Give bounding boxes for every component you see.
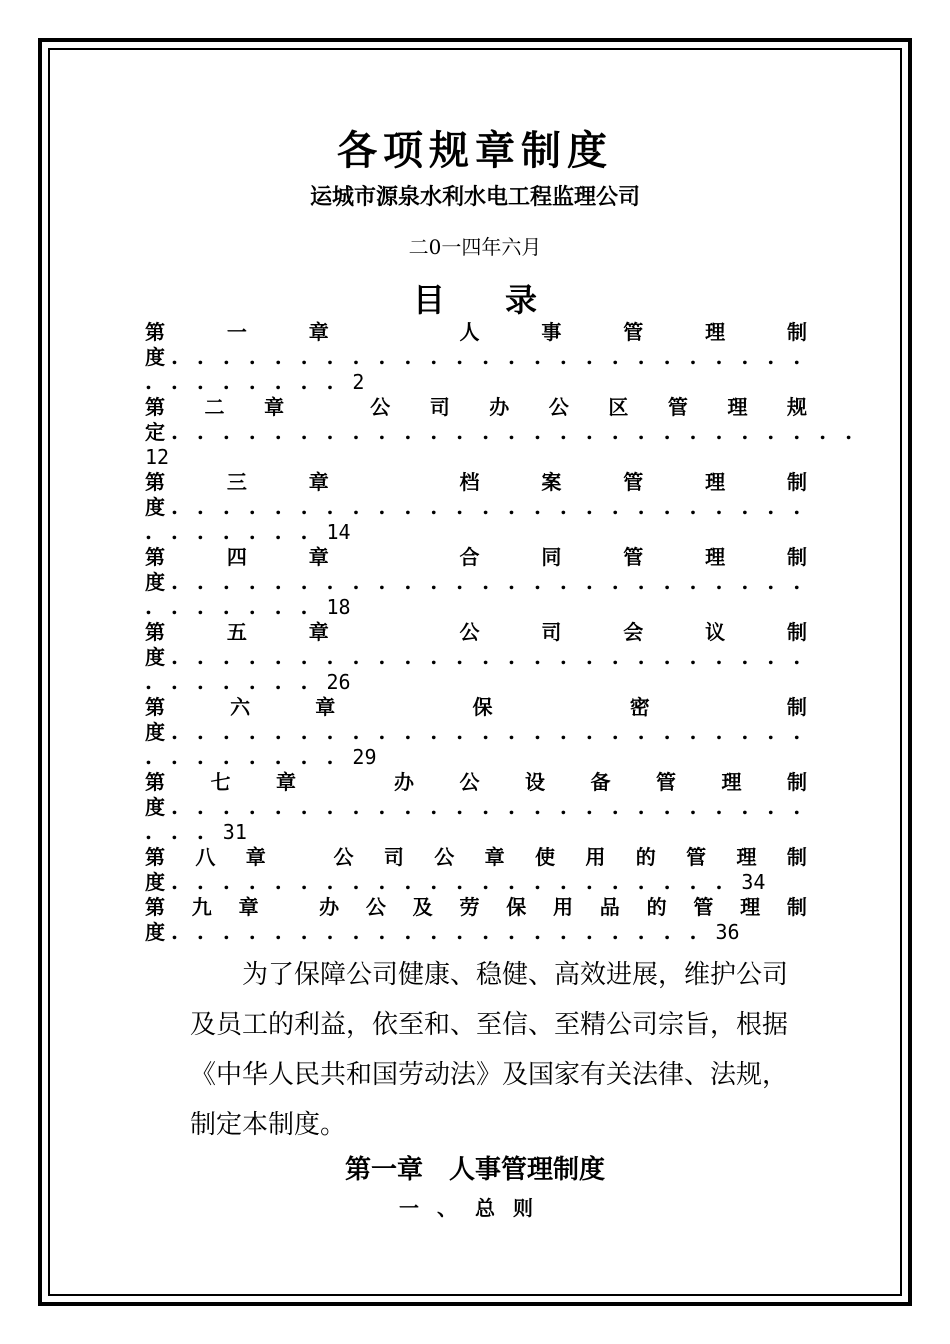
toc-entry[interactable] xyxy=(145,845,807,895)
toc-char: 制 xyxy=(786,320,807,344)
toc-entry-title xyxy=(145,395,807,420)
toc-char: 司 xyxy=(383,845,404,869)
toc-char: 五 xyxy=(226,620,247,644)
toc-char: 劳 xyxy=(459,895,480,919)
toc-entry-title xyxy=(145,770,807,795)
toc-char: 规 xyxy=(786,395,807,419)
toc-char: 公 xyxy=(548,395,569,419)
toc-char: 第 xyxy=(145,695,165,719)
toc-char xyxy=(391,545,398,570)
toc-entry-title xyxy=(145,470,807,495)
toc-char: 会 xyxy=(623,620,644,644)
toc-entry-title xyxy=(145,845,807,870)
toc-char: 密 xyxy=(629,695,650,719)
toc-char: 保 xyxy=(506,895,527,919)
toc-char: 第 xyxy=(145,320,165,344)
document-title: 各项规章制度 xyxy=(337,128,613,174)
toc-leader-text: . . . . . . . xyxy=(145,520,327,544)
toc-char: 一 xyxy=(226,320,247,344)
toc-leader xyxy=(145,420,859,445)
toc-char: 的 xyxy=(635,845,656,869)
toc-char: 司 xyxy=(429,395,450,419)
toc-char: 用 xyxy=(585,845,606,869)
toc-char: 保 xyxy=(472,695,493,719)
toc-page-number: 2 xyxy=(352,370,365,394)
toc-char xyxy=(558,695,565,720)
toc-char: 公 xyxy=(459,770,480,794)
toc-page-number: 36 xyxy=(715,920,740,944)
toc-char: 章 xyxy=(276,770,296,794)
toc-char: 理 xyxy=(705,545,726,569)
toc-page-number: 26 xyxy=(326,670,351,694)
toc-char: 合 xyxy=(459,545,480,569)
toc-heading: 目录 xyxy=(412,281,597,319)
toc-char: 案 xyxy=(541,470,562,494)
toc-char: 管 xyxy=(623,470,644,494)
toc-leader-text: 度. . . . . . . . . . . . . . . . . . . . . xyxy=(145,920,716,944)
document-date: 二0一四年六月 xyxy=(408,235,542,259)
toc-leader-text: 度. . . . . . . . . . . . . . . . . . . . . . . . . xyxy=(145,720,807,744)
toc-leader-text: . . . xyxy=(145,820,223,844)
toc-leader-text: 度. . . . . . . . . . . . . . . . . . . . . . . . . xyxy=(145,345,807,369)
toc-char: 管 xyxy=(655,770,676,794)
toc-char: 管 xyxy=(667,395,688,419)
toc-char: 理 xyxy=(705,470,726,494)
toc-entry[interactable] xyxy=(145,895,807,945)
toc-char: 档 xyxy=(459,470,480,494)
toc-char: 设 xyxy=(524,770,545,794)
toc-char xyxy=(296,845,303,870)
toc-char: 理 xyxy=(727,395,748,419)
toc-char: 第 xyxy=(145,620,165,644)
toc-char: 同 xyxy=(541,545,562,569)
toc-char: 第 xyxy=(145,895,165,919)
toc-char: 制 xyxy=(786,545,807,569)
toc-entry[interactable] xyxy=(145,695,807,770)
toc-leader-text: 定. . . . . . . . . . . . . . . . . . . . . . . . . . . xyxy=(145,420,859,444)
toc-entry-title xyxy=(145,320,807,345)
toc-char: 管 xyxy=(623,320,644,344)
toc-leader xyxy=(145,870,807,895)
toc-char: 使 xyxy=(534,845,555,869)
toc-page-number: 12 xyxy=(145,445,170,469)
toc-char: 区 xyxy=(608,395,629,419)
toc-entry[interactable] xyxy=(145,470,807,545)
toc-char: 司 xyxy=(541,620,562,644)
toc-char: 理 xyxy=(721,770,742,794)
toc-entry[interactable] xyxy=(145,545,807,620)
toc-char: 第 xyxy=(145,770,165,794)
toc-char xyxy=(391,320,398,345)
toc-char: 管 xyxy=(623,545,644,569)
toc-char: 用 xyxy=(553,895,573,919)
toc-page-line xyxy=(145,745,807,770)
toc-char xyxy=(324,395,331,420)
toc-char: 四 xyxy=(226,545,247,569)
toc-char: 的 xyxy=(646,895,667,919)
toc-char xyxy=(285,895,292,920)
toc-char: 三 xyxy=(226,470,247,494)
toc-entry[interactable] xyxy=(145,320,807,395)
toc-leader-text: 度. . . . . . . . . . . . . . . . . . . . . . . . . xyxy=(145,570,807,594)
toc-char: 章 xyxy=(308,320,329,344)
toc-char: 二 xyxy=(204,395,225,419)
toc-leader xyxy=(145,795,807,820)
toc-char: 及 xyxy=(412,895,433,919)
toc-page-line xyxy=(145,370,807,395)
toc-char: 公 xyxy=(459,620,480,644)
toc-entry[interactable] xyxy=(145,620,807,695)
toc-char: 制 xyxy=(786,470,807,494)
toc-leader-text: 度. . . . . . . . . . . . . . . . . . . . . . . . . xyxy=(145,645,807,669)
toc-char: 章 xyxy=(315,695,336,719)
section-title: 一、总则 xyxy=(399,1196,551,1220)
toc-char xyxy=(342,770,349,795)
toc-page-number: 34 xyxy=(741,870,766,894)
toc-char: 人 xyxy=(459,320,480,344)
toc-entry-title xyxy=(145,620,807,645)
table-of-contents xyxy=(145,320,859,945)
toc-leader-text: 度. . . . . . . . . . . . . . . . . . . . . . . . . xyxy=(145,795,807,819)
toc-entry-title xyxy=(145,545,807,570)
toc-char: 七 xyxy=(210,770,231,794)
toc-char xyxy=(400,695,407,720)
toc-leader xyxy=(145,645,807,670)
toc-leader xyxy=(145,570,807,595)
toc-char: 理 xyxy=(736,845,757,869)
toc-char: 制 xyxy=(786,895,807,919)
toc-leader-text: . . . . . . . xyxy=(145,595,327,619)
toc-char: 章 xyxy=(308,470,329,494)
toc-leader-text: . . . . . . . . xyxy=(145,370,353,394)
toc-leader-text: . . . . . . . xyxy=(145,670,327,694)
toc-entry[interactable] xyxy=(145,395,859,470)
toc-char: 第 xyxy=(145,845,165,869)
toc-page-number: 29 xyxy=(352,745,377,769)
toc-entry[interactable] xyxy=(145,770,807,845)
toc-char: 章 xyxy=(484,845,505,869)
toc-leader xyxy=(145,345,807,370)
toc-page-line xyxy=(145,820,807,845)
toc-char: 第 xyxy=(145,395,165,419)
toc-leader-text: 度. . . . . . . . . . . . . . . . . . . . . . . . . xyxy=(145,495,807,519)
toc-leader xyxy=(145,720,807,745)
toc-page-line xyxy=(145,520,807,545)
toc-page-line xyxy=(145,595,807,620)
chapter-title: 第一章 人事管理制度 xyxy=(344,1155,605,1185)
toc-char xyxy=(391,470,398,495)
toc-page-number: 14 xyxy=(326,520,351,544)
intro-paragraph: 为了保障公司健康、稳健、高效进展，维护公司及员工的利益，依至和、至信、至精公司宗旨，根据《中华人民共和国劳动法》及国家有关法律、法规，制定本制度。 xyxy=(190,960,789,1140)
toc-char: 理 xyxy=(705,320,726,344)
toc-leader xyxy=(145,920,807,945)
toc-char: 制 xyxy=(786,845,807,869)
toc-char: 章 xyxy=(308,545,329,569)
toc-char: 办 xyxy=(393,770,414,794)
toc-char: 公 xyxy=(434,845,455,869)
toc-char xyxy=(391,620,398,645)
toc-page-number: 18 xyxy=(326,595,351,619)
toc-char xyxy=(715,695,722,720)
toc-char: 公 xyxy=(365,895,386,919)
toc-char: 第 xyxy=(145,545,165,569)
toc-char: 管 xyxy=(693,895,714,919)
toc-leader-text: 度. . . . . . . . . . . . . . . . . . . . . . xyxy=(145,870,742,894)
toc-char: 事 xyxy=(541,320,562,344)
toc-char: 章 xyxy=(238,895,259,919)
toc-char: 办 xyxy=(319,895,340,919)
toc-char: 章 xyxy=(308,620,329,644)
toc-char: 公 xyxy=(370,395,391,419)
toc-char: 章 xyxy=(245,845,266,869)
toc-char: 品 xyxy=(599,895,620,919)
toc-char: 议 xyxy=(705,620,726,644)
toc-char: 章 xyxy=(264,395,285,419)
toc-char: 八 xyxy=(195,845,216,869)
toc-leader xyxy=(145,495,807,520)
toc-entry-title xyxy=(145,695,807,720)
toc-char: 备 xyxy=(590,770,611,794)
toc-char: 六 xyxy=(230,695,251,719)
toc-char: 制 xyxy=(786,695,807,719)
toc-char: 理 xyxy=(740,895,761,919)
toc-char: 办 xyxy=(489,395,510,419)
toc-page-line xyxy=(145,445,807,470)
toc-leader-text: . . . . . . . . xyxy=(145,745,353,769)
toc-page-number: 31 xyxy=(222,820,247,844)
toc-char: 公 xyxy=(333,845,354,869)
toc-char: 制 xyxy=(786,620,807,644)
toc-char: 管 xyxy=(686,845,707,869)
toc-entry-title xyxy=(145,895,807,920)
toc-char: 第 xyxy=(145,470,165,494)
toc-char: 九 xyxy=(191,895,212,919)
toc-char: 制 xyxy=(786,770,807,794)
toc-page-line xyxy=(145,670,807,695)
company-name: 运城市源泉水利水电工程监理公司 xyxy=(309,185,640,210)
